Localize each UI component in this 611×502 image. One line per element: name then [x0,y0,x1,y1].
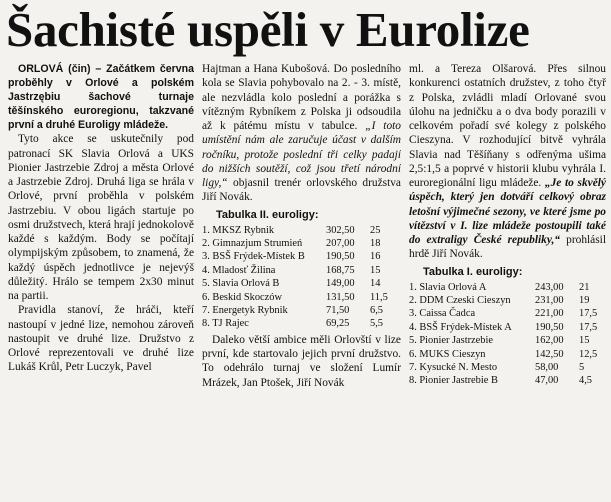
league-table-2 [202,224,388,331]
text-run: prohlásil hrdě Jiří Novák. [409,234,606,261]
table-row [409,361,597,374]
points-cell: 15 [370,264,381,276]
table-row [202,224,388,237]
table-row [409,321,597,334]
table-row [409,307,597,320]
table-row [202,277,388,290]
score-cell: 47,00 [535,375,559,387]
text-run: ml. a Tereza Olšarová. Přes silnou konkurenci ostatních družstev, z toho čtyř z Polska, zvládli mladí Orlované svou úlohu na jedničku a o dva body porazili v celkovém pořadí své kolegy z polského Cieszyna. V rozhodující bitvě vyhrála Slavia nad Těšíňany s odřenýma ušima 2,5:1,5 a poprvé v historii klubu vyhrála I. euroregionální ligu mládeže. [409,63,606,189]
lead-paragraph: ORLOVÁ (čin) – Začátkem června proběhly v Orlové a polském Jastrzębiu šachové turnaje těšínského euroregionu, takzvané první a druhé Euroligy mládeže. [8,63,194,132]
body-paragraph [202,62,401,205]
table-row [409,348,597,361]
points-cell: 11,5 [370,291,388,303]
team-name: 8. TJ Rajec [202,318,249,330]
points-cell: 15 [579,335,590,347]
column-3 [409,62,606,502]
points-cell: 16 [370,251,381,263]
points-cell: 14 [370,278,381,290]
score-cell: 168,75 [326,264,355,276]
team-name: 7. Kysucké N. Mesto [409,361,498,373]
score-cell: 231,00 [535,294,564,306]
score-cell: 149,00 [326,278,355,290]
table-row [202,317,388,330]
table-row [202,237,388,250]
score-cell: 131,50 [326,291,355,303]
points-cell: 17,5 [579,308,598,320]
points-cell: 17,5 [579,321,598,333]
score-cell: 302,50 [326,224,355,236]
team-name: 6. Beskid Skoczów [202,291,282,303]
quote: „I toto umístění nám ale zaručuje účast v dalším ročníku, protože poslední tři celky padají do nižších soutěží, což jsou třetí národní ligy,“ [202,120,401,189]
points-cell: 5,5 [370,318,383,330]
score-cell: 58,00 [535,361,559,373]
table-row [409,374,597,387]
points-cell: 25 [370,224,381,236]
team-name: 4. Mladosť Žilina [202,264,276,276]
points-cell: 5 [579,361,585,373]
headline: Šachisté uspěli v Eurolize [6,2,530,57]
table-row [409,281,597,294]
points-cell: 4,5 [579,375,592,387]
score-cell: 207,00 [326,237,355,249]
quote: „Je to skvělý úspěch, který jen dotváří celkový obraz letošní výjimečné sezony, ve které jsme po vítězství v I. lize mládeže postoupili také do extraligy České republiky,“ [409,177,606,246]
table-title: Tabulka I. euroligy: [423,265,523,278]
points-cell: 6,5 [370,304,383,316]
league-table-1 [409,281,597,388]
points-cell: 21 [579,281,590,293]
score-cell: 243,00 [535,281,564,293]
team-name: 4. BSŠ Frýdek-Místek A [409,321,512,333]
team-name: 6. MUKS Cieszyn [409,348,486,360]
score-cell: 69,25 [326,318,350,330]
score-cell: 71,50 [326,304,350,316]
body-paragraph [409,62,606,262]
team-name: 5. Pionier Jastrzebie [409,335,493,347]
points-cell: 19 [579,294,590,306]
score-cell: 162,00 [535,335,564,347]
body-paragraph: Daleko větší ambice měli Orlovští v lize první, kde startovalo jejich první družstvo. To odehrálo turnaj ve složení Lumír Mrázek, Jan Ptošek, Jiří Novák [202,333,401,389]
column-2 [202,62,401,502]
points-cell: 18 [370,237,381,249]
body-paragraph: Pravidla stanoví, že hráči, kteří nastoupí v jedné lize, nemohou zároveň nastoupit ve druhé lize. Družstvo z Orlové reprezentovali ve druhé lize Lukáš Krůl, Petr Luczyk, Pavel [8,304,194,374]
column-1 [8,62,194,502]
team-name: 5. Slavia Orlová B [202,278,280,290]
team-name: 2. Gimnazjum Strumień [202,237,303,249]
team-name: 1. MKSZ Rybnik [202,224,275,236]
team-name: 3. BSŠ Frýdek-Místek B [202,251,305,263]
table-row [202,264,388,277]
team-name: 3. Caissa Čadca [409,308,476,320]
text-run: objasnil trenér orlovského družstva Jiří Novák. [202,177,401,204]
table-row [409,334,597,347]
table-row [202,291,388,304]
points-cell: 12,5 [579,348,598,360]
score-cell: 142,50 [535,348,564,360]
team-name: 1. Slavia Orlová A [409,281,487,293]
score-cell: 190,50 [326,251,355,263]
team-name: 2. DDM Czeski Cieszyn [409,294,511,306]
table-row [202,250,388,263]
table-row [202,304,388,317]
body-paragraph: Tyto akce se uskutečnily pod patronací SK Slavia Orlová a UKS Pionier Jastrzebie Zdroj a města Orlové a Jastrzebie Zdroj. Druhá liga se hrála v Orlové, první proběhla v polském Jastrzebiu. V obou ligách startuje po osmi družstvech, která hrají jednokolově každé s každým. Body se počítají olympijským způsobem, to znamená, že každý úspěch jednotlivce je nejevýš důležitý. Hrálo se tempem 2x30 minut na partii. [8,133,194,303]
team-name: 8. Pionier Jastrebie B [409,375,498,387]
table-title: Tabulka II. euroligy: [216,208,319,221]
table-row [409,294,597,307]
text-run: Hajtman a Hana Kubošová. Do posledního kola se Slavia pohybovalo na 2. - 3. místě, ale nezvládla kolo poslední a porážka s vítězným Rybníkem z Polska ji odsoudila až k pátému místu v tabulce. [202,63,401,132]
team-name: 7. Energetyk Rybnik [202,304,288,316]
score-cell: 221,00 [535,308,564,320]
score-cell: 190,50 [535,321,564,333]
